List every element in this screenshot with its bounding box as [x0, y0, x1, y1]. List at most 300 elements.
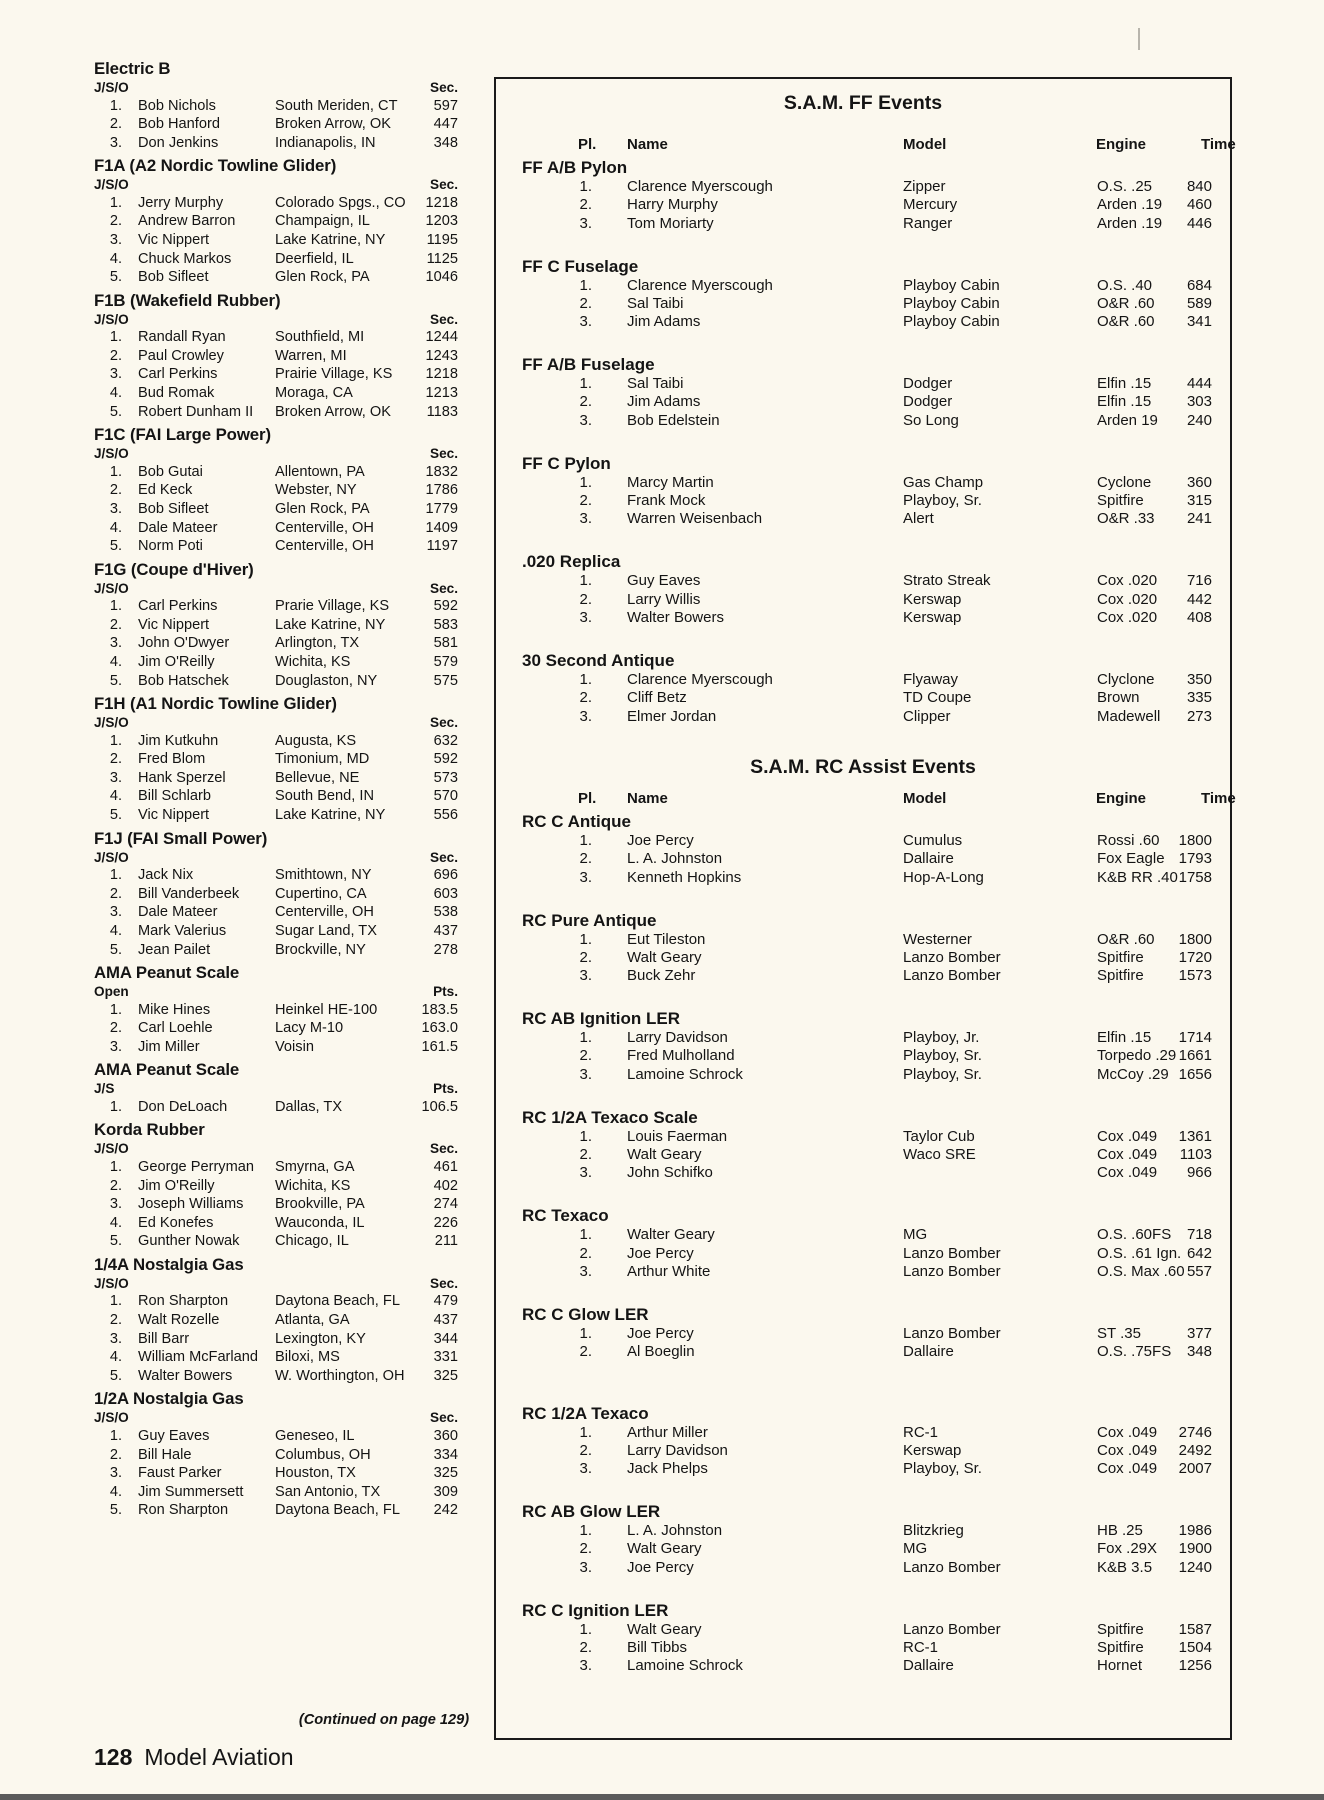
- score: 309: [433, 1483, 458, 1500]
- engine: O.S. .25: [1097, 178, 1153, 195]
- score: 161.5: [421, 1038, 458, 1055]
- contestant-location: Smithtown, NY: [275, 867, 372, 884]
- flight-time: 1793: [1178, 850, 1212, 868]
- flight-time: 240: [1186, 411, 1212, 429]
- contestant-name: Bill Hale: [138, 1446, 192, 1463]
- result-row: [94, 941, 458, 960]
- model-name: Waco SRE: [903, 1146, 976, 1164]
- result-row: [94, 1195, 458, 1214]
- flight-time: 1758: [1178, 868, 1212, 886]
- event-title: RC Pure Antique: [522, 910, 657, 930]
- score: 278: [433, 941, 458, 958]
- result-row: [522, 689, 1212, 707]
- model-name: Playboy, Sr.: [903, 1065, 982, 1083]
- place: 4.: [109, 1214, 122, 1231]
- contestant-location: South Bend, IN: [275, 788, 374, 805]
- flight-time: 1573: [1178, 967, 1212, 985]
- event-title: .020 Replica: [522, 552, 621, 572]
- place: 2.: [579, 492, 592, 510]
- engine: Torpedo .29: [1097, 1047, 1177, 1065]
- model-name: MG: [903, 1540, 928, 1558]
- contestant-name: John Schifko: [627, 1164, 713, 1182]
- flight-time: 1656: [1178, 1065, 1212, 1083]
- result-row: [94, 1311, 458, 1330]
- contestant-location: Centerville, OH: [275, 538, 374, 555]
- result-row: [522, 931, 1212, 949]
- place: 3.: [109, 904, 122, 921]
- result-row: [522, 1540, 1212, 1558]
- place: 3.: [109, 500, 122, 517]
- event-block: [522, 1502, 1212, 1577]
- score: 538: [433, 904, 458, 921]
- flight-time: 716: [1186, 572, 1212, 590]
- engine: O.S. .75FS: [1097, 1343, 1172, 1361]
- event-block: [522, 1305, 1212, 1362]
- score: 696: [433, 867, 458, 884]
- contestant-name: Arthur White: [627, 1262, 711, 1280]
- left-results-column: [94, 58, 458, 1523]
- entry-class: J/S: [94, 1081, 115, 1097]
- score: 479: [433, 1293, 458, 1310]
- result-row: [522, 1146, 1212, 1164]
- contestant-location: Moraga, CA: [275, 385, 353, 402]
- contestant-name: Fred Blom: [138, 751, 206, 768]
- result-row: [94, 1038, 458, 1057]
- engine: Elfin .15: [1097, 1029, 1152, 1047]
- result-row: [94, 672, 458, 691]
- flight-time: 1661: [1178, 1047, 1212, 1065]
- result-row: [522, 1343, 1212, 1361]
- contestant-name: Sal Taibi: [627, 375, 684, 393]
- contestant-name: Warren Weisenbach: [627, 510, 763, 528]
- event-subheader: [94, 1275, 458, 1293]
- contestant-name: Bill Vanderbeek: [138, 885, 240, 902]
- contestant-name: Don DeLoach: [138, 1098, 228, 1115]
- flight-time: 1720: [1178, 948, 1212, 966]
- model-name: Lanzo Bomber: [903, 1325, 1001, 1342]
- flight-time: 1986: [1178, 1522, 1212, 1540]
- contestant-name: Sal Taibi: [627, 294, 684, 312]
- place: 2.: [579, 948, 592, 966]
- contestant-name: Jim O'Reilly: [138, 1177, 215, 1194]
- contestant-name: Guy Eaves: [627, 572, 701, 590]
- contestant-name: Al Boeglin: [627, 1343, 695, 1361]
- contestant-location: Centerville, OH: [275, 519, 374, 536]
- score: 348: [433, 134, 458, 151]
- contestant-location: Broken Arrow, OK: [275, 116, 391, 133]
- score-unit: Sec.: [430, 849, 458, 865]
- left-event-block: [94, 155, 458, 286]
- contestant-location: Columbus, OH: [275, 1446, 371, 1463]
- model-name: Kerswap: [903, 608, 962, 626]
- model-name: Lanzo Bomber: [903, 1558, 1001, 1576]
- score: 570: [433, 788, 458, 805]
- flight-time: 1800: [1178, 930, 1212, 948]
- contestant-name: Bob Nichols: [138, 97, 216, 114]
- flight-time: 684: [1186, 276, 1212, 294]
- event-subheader: [94, 983, 458, 1001]
- place: 5.: [109, 807, 122, 824]
- contestant-name: Randall Ryan: [138, 329, 226, 346]
- event-block: [522, 257, 1212, 332]
- result-row: [94, 634, 458, 653]
- contestant-location: Indianapolis, IN: [275, 134, 376, 151]
- contestant-location: Voisin: [275, 1038, 314, 1055]
- place: 1.: [579, 178, 592, 195]
- result-row: [522, 671, 1212, 689]
- place: 1.: [109, 598, 122, 615]
- contestant-location: Broken Arrow, OK: [275, 403, 391, 420]
- contestant-name: Hank Sperzel: [138, 769, 226, 786]
- contestant-location: Sugar Land, TX: [275, 922, 377, 939]
- contestant-location: South Meriden, CT: [275, 97, 398, 114]
- engine: O&R .60: [1097, 930, 1155, 948]
- result-row: [522, 178, 1212, 196]
- result-row: [522, 572, 1212, 590]
- score: 1125: [426, 250, 458, 267]
- left-event-block: [94, 1059, 458, 1116]
- place: 1.: [109, 1158, 122, 1175]
- model-name: RC-1: [903, 1423, 939, 1441]
- engine: Clyclone: [1097, 671, 1155, 688]
- flight-time: 460: [1186, 196, 1212, 214]
- place: 1.: [579, 1127, 592, 1145]
- score: 632: [433, 732, 458, 749]
- contestant-name: Harry Murphy: [627, 196, 718, 214]
- engine: Cox .020: [1097, 590, 1158, 608]
- score: 325: [433, 1465, 458, 1482]
- model-name: Playboy, Sr.: [903, 492, 982, 510]
- result-row: [94, 750, 458, 769]
- result-row: [94, 597, 458, 616]
- model-name: Playboy, Sr.: [903, 1460, 982, 1478]
- entry-class: J/S/O: [94, 1275, 129, 1291]
- result-row: [94, 1098, 458, 1117]
- event-title: F1A (A2 Nordic Towline Glider): [94, 156, 337, 176]
- flight-time: 1900: [1178, 1540, 1212, 1558]
- contestant-name: George Perryman: [138, 1158, 254, 1175]
- place: 5.: [109, 403, 122, 420]
- place: 5.: [109, 1367, 122, 1384]
- contestant-name: John O'Dwyer: [138, 635, 230, 652]
- contestant-name: Buck Zehr: [627, 967, 696, 985]
- contestant-location: Wichita, KS: [275, 1177, 351, 1194]
- engine: Cox .049: [1097, 1460, 1158, 1478]
- contestant-name: Ed Konefes: [138, 1214, 214, 1231]
- contestant-name: Jack Phelps: [627, 1460, 708, 1478]
- flight-time: 718: [1186, 1226, 1212, 1244]
- place: 3.: [109, 769, 122, 786]
- score: 274: [433, 1196, 458, 1213]
- contestant-name: Walter Bowers: [138, 1367, 233, 1384]
- contestant-name: Frank Mock: [627, 492, 706, 510]
- score: 325: [433, 1367, 458, 1384]
- header-name: Name: [627, 136, 668, 153]
- score: 1046: [425, 269, 458, 286]
- result-row: [522, 1621, 1212, 1639]
- result-row: [522, 196, 1212, 214]
- place: 3.: [579, 1657, 592, 1675]
- event-title: AMA Peanut Scale: [94, 963, 240, 983]
- score: 583: [433, 616, 458, 633]
- contestant-name: Jim Miller: [138, 1038, 200, 1055]
- contestant-name: Larry Willis: [627, 590, 701, 608]
- place: 5.: [109, 269, 122, 286]
- result-row: [94, 1501, 458, 1520]
- flight-time: 446: [1186, 214, 1212, 232]
- score-unit: Sec.: [430, 177, 458, 193]
- score-unit: Sec.: [430, 80, 458, 95]
- place: 2.: [579, 1146, 592, 1164]
- result-row: [94, 1348, 458, 1367]
- engine: Arden .19: [1097, 214, 1163, 232]
- place: 4.: [109, 653, 122, 670]
- left-event-block: [94, 1119, 458, 1250]
- event-title: FF A/B Pylon: [522, 158, 628, 177]
- score: 226: [433, 1214, 458, 1231]
- contestant-name: Ron Sharpton: [138, 1502, 229, 1519]
- contestant-name: Jim O'Reilly: [138, 653, 215, 670]
- place: 1.: [579, 671, 592, 688]
- place: 1.: [579, 473, 592, 491]
- result-row: [522, 1047, 1212, 1065]
- contestant-name: Ed Keck: [138, 482, 193, 499]
- page-number: 128: [94, 1744, 133, 1770]
- contestant-location: Smyrna, GA: [275, 1158, 355, 1175]
- place: 3.: [109, 635, 122, 652]
- model-name: Playboy, Sr.: [903, 1047, 982, 1065]
- event-title: F1J (FAI Small Power): [94, 828, 268, 848]
- engine: Elfin .15: [1097, 393, 1152, 411]
- event-block: [522, 1009, 1212, 1084]
- result-row: [522, 609, 1212, 627]
- result-row: [94, 806, 458, 825]
- place: 3.: [109, 134, 122, 151]
- contestant-name: Vic Nippert: [138, 807, 210, 824]
- contestant-name: Norm Poti: [138, 538, 203, 555]
- model-name: Dodger: [903, 375, 953, 393]
- flight-time: 557: [1186, 1262, 1212, 1280]
- engine: McCoy .29: [1097, 1065, 1169, 1083]
- score: 1203: [425, 213, 458, 230]
- flight-time: 1103: [1179, 1146, 1212, 1164]
- event-title: 1/2A Nostalgia Gas: [94, 1389, 244, 1409]
- place: 1.: [579, 572, 592, 590]
- engine: Cox .049: [1097, 1164, 1158, 1182]
- rc-column-headers: [496, 790, 1236, 810]
- flight-time: 966: [1186, 1164, 1212, 1182]
- score-unit: Sec.: [430, 715, 458, 731]
- place: 3.: [109, 231, 122, 248]
- result-row: [94, 134, 458, 153]
- contestant-location: Lake Katrine, NY: [275, 616, 386, 633]
- place: 1.: [109, 1427, 122, 1444]
- score: 183.5: [421, 1001, 458, 1018]
- contestant-name: Joe Percy: [627, 1325, 694, 1342]
- contestant-location: Houston, TX: [275, 1465, 356, 1482]
- contestant-name: Paul Crowley: [138, 347, 224, 364]
- contestant-location: Lacy M-10: [275, 1020, 344, 1037]
- engine: O.S. Max .60: [1097, 1262, 1185, 1280]
- place: 4.: [109, 385, 122, 402]
- contestant-name: Jim Adams: [627, 393, 701, 411]
- event-block: [522, 1404, 1212, 1479]
- place: 2.: [109, 1312, 122, 1329]
- flight-time: 444: [1186, 375, 1212, 393]
- contestant-name: Joseph Williams: [138, 1196, 244, 1213]
- place: 2.: [579, 1343, 592, 1361]
- result-row: [522, 412, 1212, 430]
- model-name: RC-1: [903, 1639, 939, 1657]
- result-row: [522, 295, 1212, 313]
- engine: Spitfire: [1097, 967, 1144, 985]
- event-block: [522, 355, 1212, 430]
- result-row: [522, 1522, 1212, 1540]
- score: 163.0: [421, 1020, 458, 1037]
- result-row: [94, 384, 458, 403]
- place: 2.: [579, 1540, 592, 1558]
- result-row: [94, 481, 458, 500]
- result-row: [522, 1164, 1212, 1182]
- result-row: [94, 115, 458, 134]
- result-row: [94, 403, 458, 422]
- event-block: [522, 651, 1212, 726]
- event-title: RC Texaco: [522, 1206, 609, 1226]
- result-row: [522, 1460, 1212, 1478]
- header-place: Pl.: [578, 790, 597, 807]
- place: 3.: [579, 1262, 592, 1280]
- place: 2.: [109, 616, 122, 633]
- flight-time: 303: [1186, 393, 1212, 411]
- header-time: Time: [1201, 790, 1236, 807]
- contestant-location: Deerfield, IL: [275, 250, 354, 267]
- event-title: 1/4A Nostalgia Gas: [94, 1254, 244, 1274]
- contestant-name: Dale Mateer: [138, 519, 218, 536]
- score: 447: [433, 116, 458, 133]
- engine: Cyclone: [1097, 473, 1152, 491]
- place: 2.: [579, 689, 592, 707]
- place: 4.: [109, 1349, 122, 1366]
- score: 1195: [426, 231, 458, 248]
- score: 1779: [425, 500, 458, 517]
- result-row: [522, 591, 1212, 609]
- event-block: [522, 552, 1212, 627]
- contestant-location: San Antonio, TX: [275, 1483, 381, 1500]
- magazine-name: Model Aviation: [144, 1744, 294, 1770]
- place: 1.: [579, 832, 592, 849]
- contestant-name: Andrew Barron: [138, 213, 236, 230]
- flight-time: 1800: [1178, 832, 1212, 849]
- result-row: [94, 1214, 458, 1233]
- contestant-name: Jack Nix: [138, 867, 194, 884]
- contestant-name: Lamoine Schrock: [627, 1657, 743, 1675]
- contestant-location: Brookville, PA: [275, 1196, 365, 1213]
- model-name: Playboy, Jr.: [903, 1029, 980, 1047]
- contestant-location: Prarie Village, KS: [275, 598, 390, 615]
- flight-time: 1240: [1178, 1558, 1212, 1576]
- result-row: [522, 967, 1212, 985]
- result-row: [522, 215, 1212, 233]
- result-row: [522, 949, 1212, 967]
- flight-time: 408: [1186, 608, 1212, 626]
- contestant-location: Southfield, MI: [275, 329, 365, 346]
- place: 2.: [109, 751, 122, 768]
- contestant-name: Elmer Jordan: [627, 707, 717, 725]
- contestant-location: Douglaston, NY: [275, 672, 378, 689]
- place: 1.: [579, 375, 592, 393]
- contestant-name: Walt Geary: [627, 1540, 702, 1558]
- score: 437: [433, 922, 458, 939]
- engine: O.S. .40: [1097, 276, 1153, 294]
- flight-time: 350: [1186, 671, 1212, 688]
- contestant-name: Jim Kutkuhn: [138, 732, 219, 749]
- place: 3.: [109, 1465, 122, 1482]
- score: 603: [433, 885, 458, 902]
- flight-time: 442: [1186, 590, 1212, 608]
- contestant-name: Bob Hanford: [138, 116, 220, 133]
- result-row: [94, 1427, 458, 1446]
- contestant-name: Louis Faerman: [627, 1127, 728, 1145]
- flight-time: 589: [1186, 294, 1212, 312]
- header-model: Model: [903, 136, 947, 153]
- place: 5.: [109, 941, 122, 958]
- entry-class: J/S/O: [94, 177, 129, 193]
- model-name: Lanzo Bomber: [903, 948, 1001, 966]
- place: 4.: [109, 250, 122, 267]
- contestant-name: Clarence Myerscough: [627, 671, 773, 688]
- engine: O.S. .61 Ign.: [1097, 1244, 1182, 1262]
- score: 597: [433, 97, 458, 114]
- header-time: Time: [1201, 136, 1236, 153]
- event-title: RC C Antique: [522, 812, 631, 831]
- flight-time: 1361: [1178, 1127, 1212, 1145]
- flight-time: 1714: [1178, 1029, 1212, 1047]
- result-row: [94, 1367, 458, 1386]
- engine: Fox .29X: [1097, 1540, 1158, 1558]
- contestant-location: Champaign, IL: [275, 213, 370, 230]
- event-title: RC AB Glow LER: [522, 1502, 661, 1522]
- model-name: Gas Champ: [903, 473, 984, 491]
- left-event-block: [94, 693, 458, 824]
- result-row: [94, 616, 458, 635]
- flight-time: 2746: [1178, 1423, 1212, 1441]
- event-subheader: [94, 311, 458, 329]
- contestant-name: Mark Valerius: [138, 922, 227, 939]
- result-row: [94, 537, 458, 556]
- place: 5.: [109, 1502, 122, 1519]
- result-row: [94, 1019, 458, 1038]
- contestant-name: Chuck Markos: [138, 250, 232, 267]
- place: 1.: [579, 1423, 592, 1441]
- score: 402: [433, 1177, 458, 1194]
- model-name: Playboy Cabin: [903, 294, 1000, 312]
- place: 3.: [579, 1065, 592, 1083]
- event-subheader: [94, 1409, 458, 1427]
- contestant-location: Lake Katrine, NY: [275, 231, 386, 248]
- score-unit: Sec.: [430, 311, 458, 327]
- flight-time: 335: [1186, 689, 1212, 707]
- place: 3.: [579, 1164, 592, 1182]
- contestant-location: Glen Rock, PA: [275, 269, 370, 286]
- engine: Hornet: [1097, 1657, 1143, 1675]
- contestant-name: Bill Tibbs: [627, 1639, 688, 1657]
- flight-time: 377: [1186, 1325, 1212, 1342]
- contestant-name: Walt Geary: [627, 1146, 702, 1164]
- model-name: Zipper: [903, 178, 946, 195]
- contestant-name: Cliff Betz: [627, 689, 687, 707]
- contestant-location: Atlanta, GA: [275, 1312, 350, 1329]
- engine: Spitfire: [1097, 492, 1144, 510]
